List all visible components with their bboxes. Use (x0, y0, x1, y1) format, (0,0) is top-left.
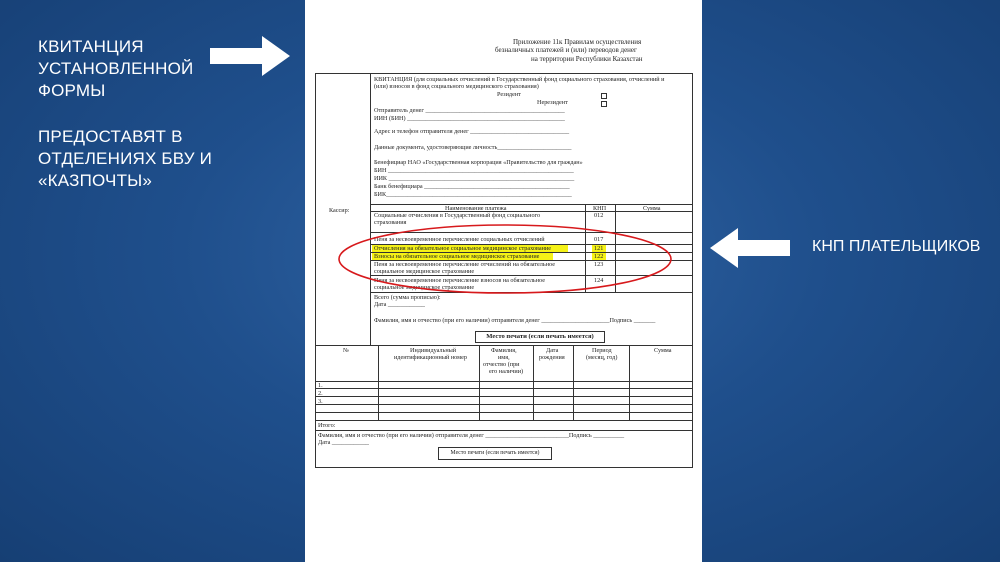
caption-line: ОТДЕЛЕНИЯХ БВУ И (38, 149, 213, 168)
list-row-number: 2. (318, 390, 323, 397)
payment-row-name: Пеня за несвоевременное перечисление социальных отчислений (374, 236, 545, 243)
appendix-line: Приложение 11к Правилам осуществления (513, 38, 642, 46)
payment-row-knp: 121 (594, 245, 604, 252)
caption-line: УСТАНОВЛЕННОЙ (38, 59, 194, 78)
bank-field: Банк бенефициара _______________________________________________ (374, 183, 570, 190)
caption-line: ФОРМЫ (38, 81, 106, 100)
list-header-sum: Сумма (654, 347, 672, 354)
payment-row-name: социальное медицинское страхование (374, 268, 475, 275)
receipt-header: КВИТАНЦИЯ (для социальных отчислений в Государственный фонд социального страхования, отчислений и (374, 76, 665, 83)
highlight-ellipse (335, 222, 675, 296)
payment-row-name: Социальные отчисления в Государственный фонд социального (374, 212, 541, 219)
list-total-label: Итого: (318, 422, 336, 429)
list-header-iin: Индивидуальный (410, 347, 457, 354)
resident-label: Резидент (497, 91, 521, 98)
resident-checkbox[interactable] (601, 93, 607, 99)
address-field: Адрес и телефон отправителя денег ________________________________ (374, 128, 570, 135)
nonresident-label: Нерезидент (537, 99, 568, 106)
payment-row-knp: 017 (594, 236, 604, 243)
list-header-number: № (343, 347, 349, 354)
list-header-name: отчество (при (483, 361, 520, 368)
list-header-birthdate: Дата (546, 347, 559, 354)
iin-field: ИИН (БИН) ___________________________________________________ (374, 115, 565, 122)
availability-caption (38, 126, 212, 192)
sender-field: Отправитель денег _____________________________________________ (374, 107, 565, 114)
payment-row-name: Взносы на обязательное социальное медицинское страхование (374, 253, 540, 260)
payment-row-name: Пеня за несвоевременное перечисление взносов на обязательное (374, 277, 545, 284)
arrow-left-icon (708, 226, 792, 270)
payment-row-name: социальное медицинское страхование (374, 284, 475, 291)
iik-field: ИИК ____________________________________________________________ (374, 175, 575, 182)
date-field-2: Дата ____________ (318, 439, 370, 446)
receipt-header: (или) взносов в фонд социального медицинского страхования) (374, 83, 539, 90)
caption-line: «КАЗПОЧТЫ» (38, 171, 153, 190)
cashier-label: Кассир: (329, 207, 350, 214)
payment-row-knp: 123 (594, 261, 604, 268)
list-row-number: 1. (318, 382, 323, 389)
knp-header: КНП (593, 205, 607, 212)
list-header-period: (месяц, год) (586, 354, 618, 361)
date-field: Дата ____________ (374, 301, 426, 308)
form-title-caption (38, 36, 193, 102)
caption-line: КВИТАНЦИЯ (38, 37, 144, 56)
bik-field: БИК____________________________________________________________ (374, 191, 572, 198)
knp-payers-label: КНП ПЛАТЕЛЬЩИКОВ (812, 238, 981, 255)
list-header-iin: идентификационный номер (394, 354, 467, 361)
bin-field: БИН ____________________________________________________________ (374, 167, 574, 174)
signature-field: Фамилия, имя и отчество (при его наличии) отправителя денег ______________________Подпись _______ (374, 317, 656, 324)
beneficiary-label: Бенефициар НАО «Государственная корпорация «Правительство для граждан» (374, 159, 583, 166)
appendix-line: безналичных платежей и (или) переводов денег (495, 46, 637, 54)
list-header-period: Период (592, 347, 612, 354)
total-words-label: Всего (сумма прописью): (374, 294, 441, 301)
appendix-line: на территории Республики Казахстан (531, 55, 643, 63)
list-header-name: имя, (498, 354, 510, 361)
payment-row-knp: 122 (594, 253, 604, 260)
id-document-field: Данные документа, удостоверяющие личность________________________ (374, 144, 572, 151)
list-header-name: Фамилия, (491, 347, 517, 354)
nonresident-checkbox[interactable] (601, 101, 607, 107)
payment-row-name: страхования (374, 219, 407, 226)
arrow-right-icon (208, 34, 292, 78)
payment-row-name: Отчисления на обязательное социальное медицинское страхование (374, 245, 551, 252)
stamp-place-box-2: Место печати (если печать имеется) (438, 447, 552, 460)
list-header-name: его наличии) (489, 368, 524, 375)
list-row-number: 3. (318, 398, 323, 405)
payment-name-header: Наименование платежа (445, 205, 507, 212)
payment-row-knp: 124 (594, 277, 604, 284)
receipt-document (305, 0, 702, 562)
stamp-place-box: Место печати (если печать имеется) (475, 331, 605, 343)
signature-field-2: Фамилия, имя и отчество (при его наличии) отправителя денег ___________________________Подпись __________ (318, 432, 625, 439)
caption-line: ПРЕДОСТАВЯТ В (38, 127, 183, 146)
payment-row-name: Пеня за несвоевременное перечисление отчислений на обязательное (374, 261, 555, 268)
payment-row-knp: 012 (594, 212, 604, 219)
sum-header: Сумма (643, 205, 661, 212)
list-header-birthdate: рождения (539, 354, 565, 361)
